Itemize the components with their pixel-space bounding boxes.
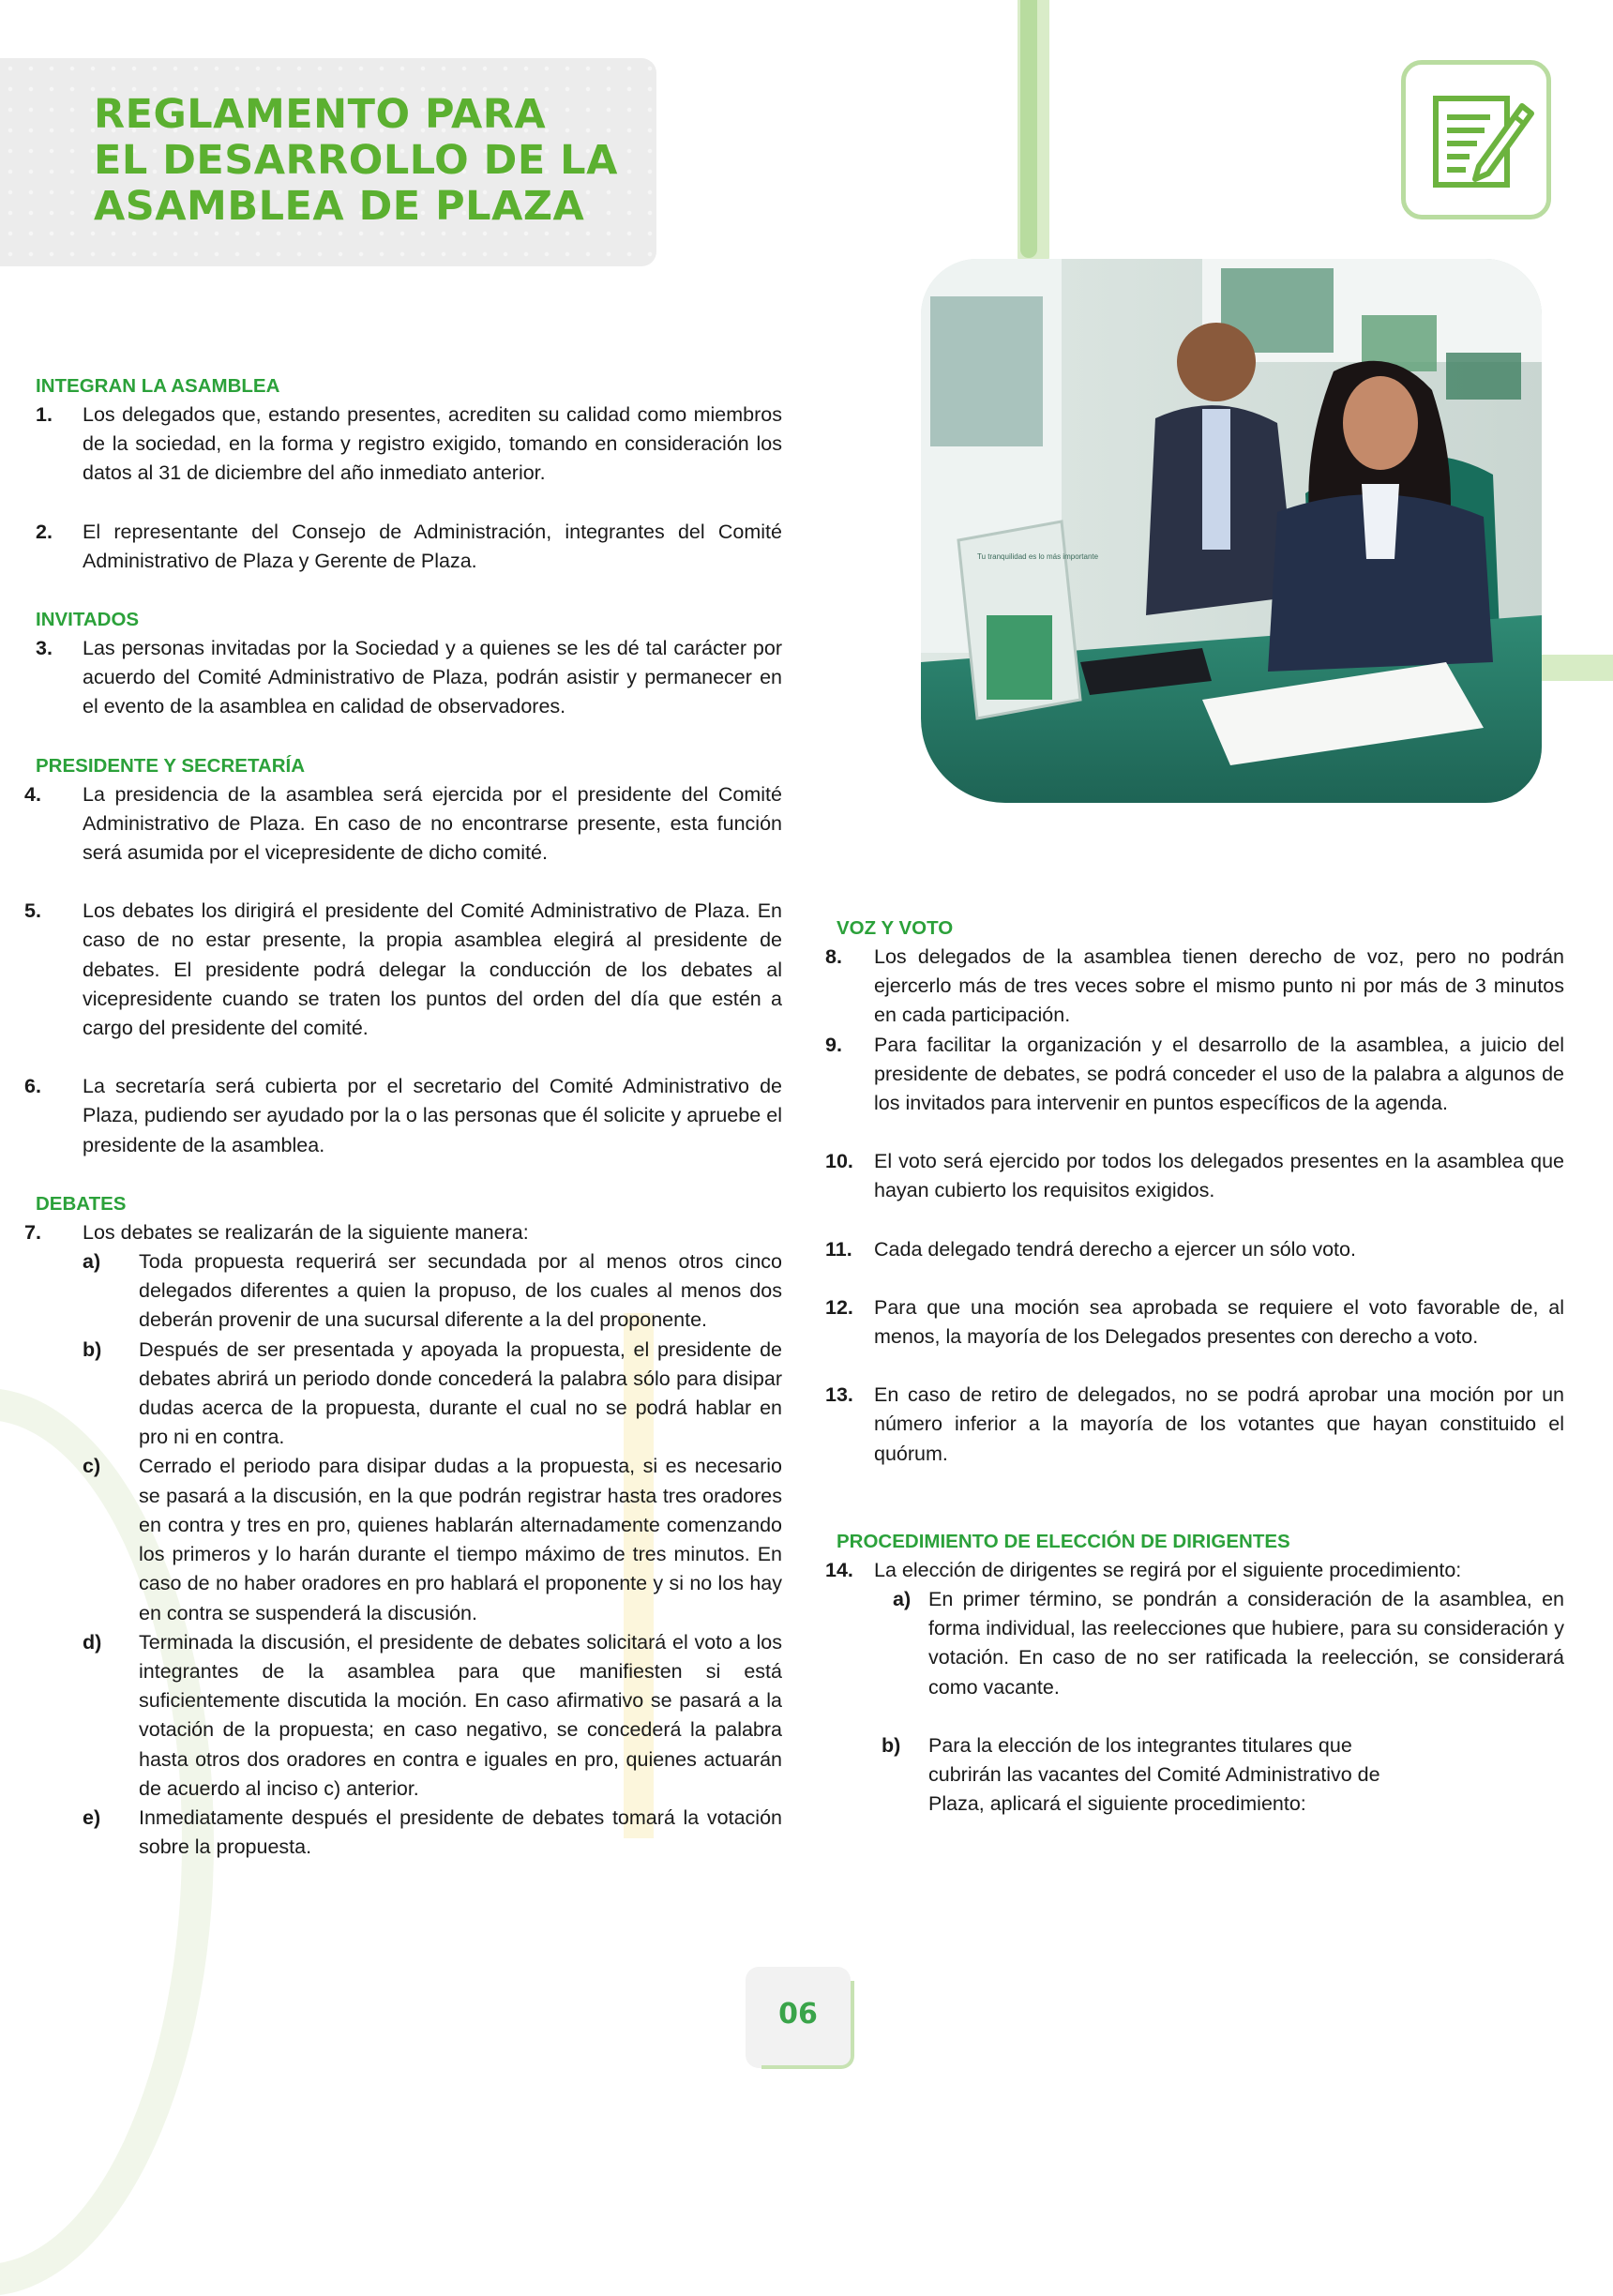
item-text: Los delegados que, estando presentes, acrediten su calidad como miembros de la sociedad, en la forma y registro exigido, tomando en consideración los datos al 31 de diciembre del año inmediato anterior.	[83, 403, 782, 485]
heading-voz-voto: VOZ Y VOTO	[837, 917, 954, 939]
list-item	[36, 400, 782, 489]
item-number: 3.	[36, 637, 53, 660]
item-text: La elección de dirigentes se regirá por el siguiente procedimiento:	[874, 1558, 1462, 1581]
sub-letter: b)	[83, 1337, 102, 1361]
sub-letter: d)	[83, 1630, 102, 1654]
item-number: 8.	[825, 945, 842, 968]
sub-item	[83, 1628, 782, 1804]
item-number: 14.	[825, 1558, 853, 1581]
title-line-1: REGLAMENTO PARA	[94, 91, 547, 138]
item-number: 12.	[825, 1295, 853, 1319]
heading-eleccion: PROCEDIMIENTO DE ELECCIÓN DE DIRIGENTES	[837, 1530, 1290, 1552]
item-text: Para que una moción sea aprobada se requiere el voto favorable de, al menos, la mayoría de los Delegados presentes con derecho a voto.	[874, 1295, 1564, 1349]
item-number: 1.	[36, 403, 53, 426]
sub-text: Inmediatamente después el presidente de debates tomará la votación sobre la propuesta.	[139, 1805, 782, 1859]
list-item	[825, 1381, 1564, 1469]
list-item	[36, 518, 782, 576]
title-line-2: EL DESARROLLO DE LA	[94, 137, 618, 184]
item-number: 11.	[825, 1237, 852, 1261]
document-edit-icon-badge	[1401, 60, 1551, 219]
item-number: 9.	[825, 1033, 842, 1056]
poster-text: Tu tranquilidad es lo más importante	[977, 552, 1099, 561]
item-number: 6.	[24, 1075, 41, 1098]
item-text: Para facilitar la organización y el desarrollo de la asamblea, a juicio del presidente de debates, se podrá conceder el uso de la palabra a algunos de los invitados para intervenir en puntos específicos de la agenda.	[874, 1033, 1564, 1115]
item-number: 10.	[825, 1150, 853, 1173]
sub-letter: a)	[83, 1250, 101, 1274]
page-title	[94, 92, 618, 230]
item-text: El voto será ejercido por todos los delegados presentes en la asamblea que hayan cubierto los requisitos exigidos.	[874, 1150, 1564, 1202]
sub-text: Toda propuesta requerirá ser secundada por al menos otros cinco delegados diferentes a quien la propuso, de los cuales al menos dos deberán provenir de una sucursal diferente a la del proponente.	[139, 1250, 782, 1332]
item-text: Los debates los dirigirá el presidente del Comité Administrativo de Plaza. En caso de no estar presente, la propia asamblea elegirá al presidente de debates. El presidente podrá delegar la conducción de los debates al vicepresidente cuando se traten los puntos del orden del día que estén a cargo del presidente del comité.	[83, 899, 782, 1040]
heading-invitados: INVITADOS	[36, 609, 140, 631]
item-number: 7.	[24, 1220, 41, 1244]
sub-text: Cerrado el periodo para disipar dudas a la propuesta, si es necesario se pasará a la discusión, en la que podrán registrar hasta tres oradores en contra y tres en pro, quienes hablarán alternadamente comenzando los primeros y lo harán durante el tiempo máximo de tres minutos. En caso de no haber oradores en pro hablará el proponente y si no los hay en contra se suspenderá la discusión.	[139, 1455, 782, 1624]
sub-item	[83, 1247, 782, 1336]
list-item	[825, 1235, 1564, 1264]
list-item	[24, 1072, 782, 1160]
sub-letter: a)	[893, 1588, 912, 1611]
list-item	[825, 1031, 1564, 1119]
decorative-line-top-inner	[1020, 0, 1037, 258]
heading-debates: DEBATES	[36, 1192, 127, 1215]
decorative-bar-right	[1538, 655, 1613, 681]
item-number: 13.	[825, 1383, 853, 1407]
sub-text: En primer término, se pondrán a consideración de la asamblea, en forma individual, las reelecciones que hubiere, para su consideración y votación. En caso de no ser ratificada la reelección, se considerará como vacante.	[928, 1588, 1564, 1699]
page-number: 06	[778, 1998, 818, 2031]
item-text: Los delegados de la asamblea tienen derecho de voz, pero no podrán ejercerlo más de tres veces sobre el mismo punto ni por más de 3 minutos en cada participación.	[874, 945, 1564, 1027]
office-photo-illustration	[921, 259, 1542, 803]
sub-text: Para la elección de los integrantes titulares que cubrirán las vacantes del Comité Administrativo de Plaza, aplicará el siguiente procedimiento:	[928, 1733, 1380, 1816]
item-text: La presidencia de la asamblea será ejercida por el presidente del Comité Administrativo de Plaza. En caso de no encontrarse presente, esta función será asumida por el vicepresidente de dicho comité.	[83, 782, 782, 865]
sub-letter: c)	[83, 1455, 101, 1478]
item-number: 5.	[24, 899, 41, 923]
title-line-3: ASAMBLEA DE PLAZA	[94, 183, 585, 230]
office-photo	[921, 259, 1542, 803]
sub-item	[83, 1336, 782, 1453]
heading-integran: INTEGRAN LA ASAMBLEA	[36, 375, 280, 397]
item-text: Las personas invitadas por la Sociedad y a quienes se les dé tal carácter por acuerdo del Comité Administrativo de Plaza, podrán asistir y permanecer en el evento de la asamblea en calidad de observadores.	[83, 637, 782, 718]
sub-letter: b)	[882, 1733, 901, 1757]
sub-item	[83, 1804, 782, 1862]
list-item	[24, 1218, 782, 1247]
sub-text: Terminada la discusión, el presidente de debates solicitará el voto a los integrantes de la asamblea para que manifiesten si está suficientemente discutida la moción. En caso afirmativo se pasará a la votación de la propuesta; en caso negativo, se concederá la palabra hasta otros dos oradores en contra e iguales en pro, quienes actuarán de acuerdo al inciso c) anterior.	[139, 1630, 782, 1800]
item-text: La secretaría será cubierta por el secretario del Comité Administrativo de Plaza, pudiendo ser ayudado por la o las personas que él solicite y apruebe el presidente de la asamblea.	[83, 1075, 782, 1156]
item-text: El representante del Consejo de Administración, integrantes del Comité Administrativo de Plaza y Gerente de Plaza.	[83, 520, 782, 572]
item-text: En caso de retiro de delegados, no se podrá aprobar una moción por un número inferior a la mayoría de los votantes que hayan constituido el quórum.	[874, 1383, 1564, 1465]
item-text: Cada delegado tendrá derecho a ejercer un sólo voto.	[874, 1237, 1356, 1261]
sub-item	[882, 1731, 1407, 1820]
item-number: 2.	[36, 520, 53, 543]
list-item	[36, 634, 782, 722]
sub-item	[893, 1585, 1564, 1702]
sub-letter: e)	[83, 1805, 101, 1829]
list-item	[24, 780, 782, 869]
list-item	[825, 1147, 1564, 1205]
document-edit-icon	[1432, 93, 1535, 196]
sub-item	[83, 1452, 782, 1627]
sub-text: Después de ser presentada y apoyada la propuesta, el presidente de debates abrirá un periodo donde concederá la palabra sólo para disipar dudas acerca de la propuesta, durante el cual no se podrá hablar en pro ni en contra.	[139, 1337, 782, 1449]
list-item	[24, 897, 782, 1043]
right-column	[825, 914, 1564, 1819]
list-item	[825, 1293, 1564, 1352]
list-item	[825, 1556, 1564, 1585]
heading-presidente: PRESIDENTE Y SECRETARÍA	[36, 754, 306, 777]
item-text: Los debates se realizarán de la siguiente manera:	[83, 1220, 529, 1244]
list-item	[825, 943, 1564, 1031]
left-column	[24, 371, 782, 1862]
item-number: 4.	[24, 782, 41, 806]
